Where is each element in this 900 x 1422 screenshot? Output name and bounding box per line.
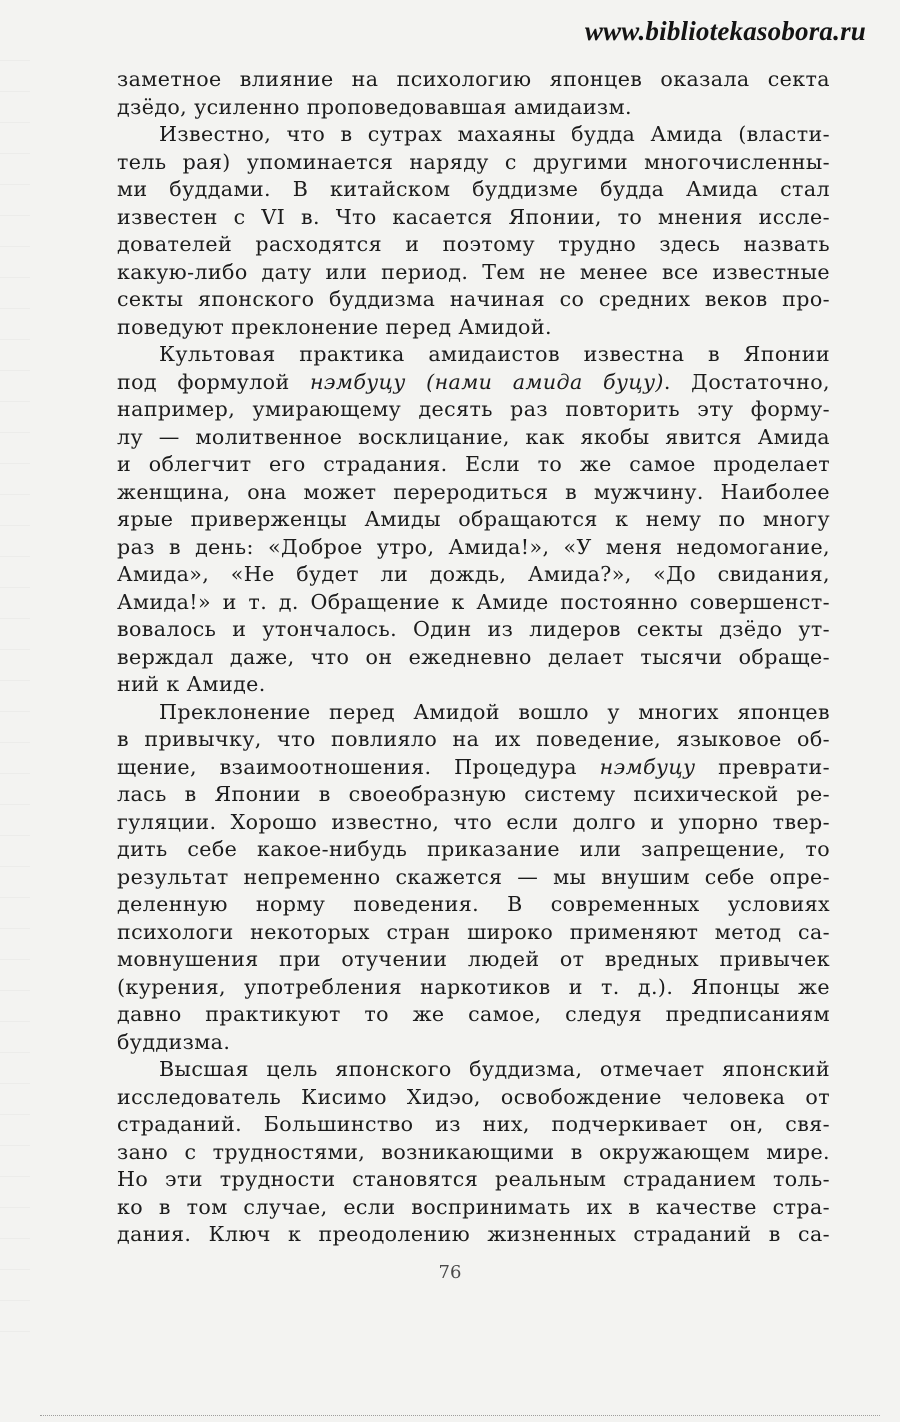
text-line: и облегчит его страдания. Если то же самое проделает: [117, 452, 830, 476]
text-line: поведуют преклонение перед Амидой.: [117, 314, 552, 339]
text-line: мовнушения при отучении людей от вредных привычек: [117, 947, 830, 971]
text-line: лу — молитвенное восклицание, как якобы явится Амида: [117, 424, 830, 449]
text-line: исследователь Кисимо Хидэо, освобождение человека от: [117, 1084, 830, 1109]
watermark: www.bibliotekasobora.ru: [584, 16, 866, 46]
text-line: щение, взаимоотношения. Процедура нэмбуцу преврати-: [117, 754, 830, 779]
text-line: ярые приверженцы Амиды обращаются к нему по многу: [117, 507, 830, 531]
text-line: дания. Ключ к преодолению жизненных страданий в са-: [117, 1222, 830, 1246]
text-line: секты японского буддизма начиная со средних веков про-: [117, 287, 830, 311]
text-line: дить себе какое-нибудь приказание или запрещение, то: [117, 837, 830, 861]
text-line: Известно, что в сутрах махаяны будда Амида (власти-: [159, 122, 830, 146]
text-line: ми буддами. В китайском буддизме будда Амида стал: [117, 177, 830, 201]
text-line: дзёдо, усиленно проповедовавшая амидаизм.: [117, 94, 632, 119]
text-line: буддизма.: [117, 1029, 231, 1054]
text-line: психологи некоторых стран широко применяют метод са-: [117, 919, 830, 944]
text-line: результат непременно скажется — мы внушим себе опре-: [117, 864, 830, 889]
text-line: давно практикуют то же самое, следуя предписаниям: [117, 1002, 830, 1026]
scan-margin-noise: [0, 60, 30, 1360]
text-line: заметное влияние на психологию японцев оказала секта: [117, 67, 830, 91]
text-line: известен с VI в. Что касается Японии, то мнения иссле-: [117, 204, 830, 229]
text-line: Культовая практика амидаистов известна в Японии: [159, 342, 830, 366]
text-line: лась в Японии в своеобразную систему психической ре-: [117, 782, 830, 806]
text-line: дователей расходятся и поэтому трудно здесь назвать: [117, 232, 830, 256]
text-line: Преклонение перед Амидой вошло у многих японцев: [159, 699, 830, 724]
text-line: Амида!» и т. д. Обращение к Амиде постоянно совершенст-: [117, 589, 830, 614]
text-line: деленную норму поведения. В современных условиях: [117, 892, 830, 916]
page-body: [117, 66, 830, 1249]
text-line: тель рая) упоминается наряду с другими многочисленны-: [117, 149, 830, 174]
text-line: какую-либо дату или период. Тем не менее все известные: [117, 259, 830, 284]
text-line: гуляции. Хорошо известно, что если долго и упорно твер-: [117, 809, 830, 834]
paragraph: [117, 699, 830, 1057]
paragraph: [117, 341, 830, 699]
paragraph: [117, 121, 830, 341]
text-line: страданий. Большинство из них, подчеркивает он, свя-: [117, 1112, 830, 1136]
text-line: раз в день: «Доброе утро, Амида!», «У меня недомогание,: [117, 534, 830, 559]
page-number: 76: [438, 1262, 462, 1283]
paragraph: [117, 1056, 830, 1249]
paragraph: [117, 66, 830, 121]
text-line: Амида», «Не будет ли дождь, Амида?», «До свидания,: [117, 562, 830, 586]
scan-bottom-edge: [40, 1405, 880, 1416]
text-line: вовалось и утончалось. Один из лидеров секты дзёдо ут-: [117, 617, 830, 641]
text-line: ний к Амиде.: [117, 672, 266, 696]
text-line: зано с трудностями, возникающими в окружающем мире.: [117, 1139, 830, 1164]
text-line: Но эти трудности становятся реальным страданием толь-: [117, 1167, 830, 1191]
text-line: (курения, употребления наркотиков и т. д.). Японцы же: [117, 974, 830, 999]
italic-term: нэмбуцу: [599, 754, 696, 779]
text-line: ко в том случае, если воспринимать их в качестве стра-: [117, 1194, 830, 1219]
text-line: женщина, она может переродиться в мужчину. Наиболее: [117, 479, 830, 504]
italic-term: нэмбуцу (нами амида буцу): [309, 369, 664, 394]
text-line: например, умирающему десять раз повторить эту форму-: [117, 397, 830, 421]
text-line: верждал даже, что он ежедневно делает тысячи обраще-: [117, 644, 830, 669]
text-line: под формулой нэмбуцу (нами амида буцу). Достаточно,: [117, 369, 831, 394]
text-line: Высшая цель японского буддизма, отмечает японский: [159, 1057, 830, 1081]
text-line: в привычку, что повлияло на их поведение, языковое об-: [117, 727, 830, 751]
